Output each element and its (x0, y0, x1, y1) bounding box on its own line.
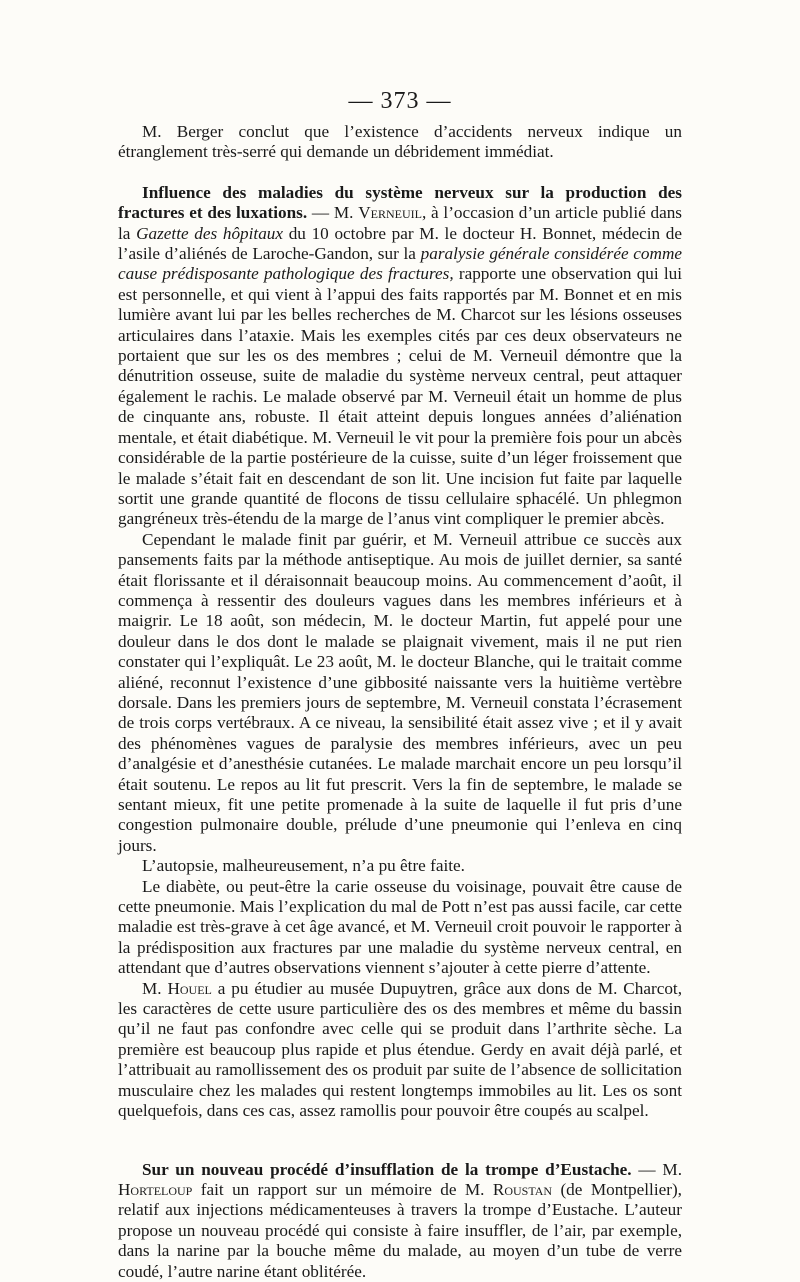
text-body (118, 122, 682, 1282)
section-influence-maladies (118, 183, 682, 530)
author-horteloup: Horteloup (118, 1179, 193, 1199)
journal-name: Gazette des hôpitaux (136, 223, 284, 243)
paragraph-autopsie: L’autopsie, malheureusement, n’a pu être faite. (142, 856, 465, 876)
section-title: Influence des maladies du système nerveux sur la production des fractures et des luxations. (118, 182, 682, 223)
article-title: paralysie générale considérée comme cause prédisposante pathologique des fractures, (118, 244, 682, 284)
author-roustan: Roustan (492, 1179, 553, 1199)
text: fait un rapport sur un mémoire de M. (192, 1179, 493, 1199)
paragraph-berger: M. Berger conclut que l’existence d’accidents nerveux indique un étranglement très-serré qui demande un débridement immédiat. (118, 122, 682, 162)
section-trompe-eustache (118, 1160, 682, 1282)
author-houel: Houel (167, 978, 212, 998)
section-title: Sur un nouveau procédé d’insufflation de la trompe d’Eustache. (142, 1159, 632, 1179)
text: — M. (307, 203, 359, 223)
paragraph-guerison: Cependant le malade finit par guérir, et M. Verneuil attribue ce succès aux pansements faits par la méthode antiseptique. Au mois de juillet dernier, sa santé était florissante et il déraisonnait beaucoup moins. Au commencement d’août, il commença à ressentir des douleurs vagues dans les membres inférieurs et à maigrir. Le 18 août, son médecin, M. le docteur Martin, fut appelé pour une douleur dans le dos dont le malade se plaignait vivement, mais il ne put rien constater qui l’expliquât. Le 23 août, M. le docteur Blanche, qui le traitait comme aliéné, reconnut l’existence d’une gibbosité naissante vers la huitième vertèbre dorsale. Dans les premiers jours de septembre, M. Verneuil constata l’écrasement de trois corps vertébraux. A ce niveau, la sensibilité était assez vive ; et il y avait des phénomènes vagues de paralysie des membres inférieurs, avec un peu d’analgésie et d’anesthésie cutanées. Le malade marchait encore un peu lorsqu’il était soutenu. Le repos au lit fut prescrit. Vers la fin de septembre, le malade se sentant mieux, fit une petite promenade à la suite de laquelle il fut pris d’une congestion pulmonaire double, prélude d’une pneumonie qui l’enleva en cinq jours. (118, 529, 682, 855)
author-verneuil: Verneuil (358, 203, 422, 223)
page-number-header: — 373 — (348, 88, 452, 114)
paragraph-houel (118, 979, 682, 1122)
text: M. (142, 978, 168, 998)
paragraph-diabete: Le diabète, ou peut-être la carie osseuse du voisinage, pouvait être cause de cette pneumonie. Mais l’explication du mal de Pott n’est pas aussi facile, car cette maladie est très-grave à cet âge avancé, et M. Verneuil croit pouvoir le rapporter à la prédisposition aux fractures par une maladie du système nerveux central, en attendant que d’autres observations viennent s’ajouter à cette pierre d’attente. (118, 876, 682, 978)
text: , à l’occasion d’un article publié dans la (118, 203, 682, 243)
text: (de Montpellier), relatif aux injections médicamenteuses à travers la trompe d’Eustache. L’auteur propose un nouveau procédé qui consiste à faire insuffler, de l’air, par exemple, dans la narine par la bouche même du malade, au moyen d’un tube de verre coudé, l’autre narine étant oblitérée. (118, 1179, 682, 1281)
text: du 10 octobre par M. le docteur H. Bonnet, médecin de l’asile d’aliénés de Laroche-Gandon, sur la (118, 223, 683, 264)
text: — M. (631, 1159, 682, 1179)
text: rapporte une observation qui lui est personnelle, et qui vient à l’appui des faits rapportés par M. Bonnet et en mis lumière avant lui par les belles recherches de M. Charcot sur les lésions osseuses articulaires dans l’ataxie. Mais les exemples cités par ces deux observateurs ne portaient que sur les os des membres ; celui de M. Verneuil démontre que la dénutrition osseuse, suite de maladie du système nerveux central, peut attaquer également le rachis. Le malade observé par M. Verneuil était un homme de plus de cinquante ans, robuste. Il était atteint depuis longues années d’aliénation mentale, et était diabétique. M. Verneuil le vit pour la première fois pour un abcès considérable de la partie postérieure de la cuisse, suite d’un léger froissement que le malade s’était fait en descendant de son lit. Une incision fut faite par laquelle sortit une grande quantité de flocons de tissu cellulaire sphacélé. Un phlegmon gangréneux très-étendu de la marge de l’anus vint compliquer le premier abcès. (118, 264, 682, 529)
text: a pu étudier au musée Dupuytren, grâce aux dons de M. Charcot, les caractères de cette usure particulière des os des membres et même du bassin qu’il ne faut pas confondre avec celle qui se produit dans l’arthrite sèche. La première est beaucoup plus rapide et plus étendue. Gerdy en avait déjà parlé, et l’attribuait au ramollissement des os produit par suite de l’absence de sollicitation musculaire chez les malades qui restent longtemps immobiles au lit. Les os sont quelquefois, dans ces cas, assez ramollis pour pouvoir être coupés au scalpel. (118, 978, 682, 1121)
